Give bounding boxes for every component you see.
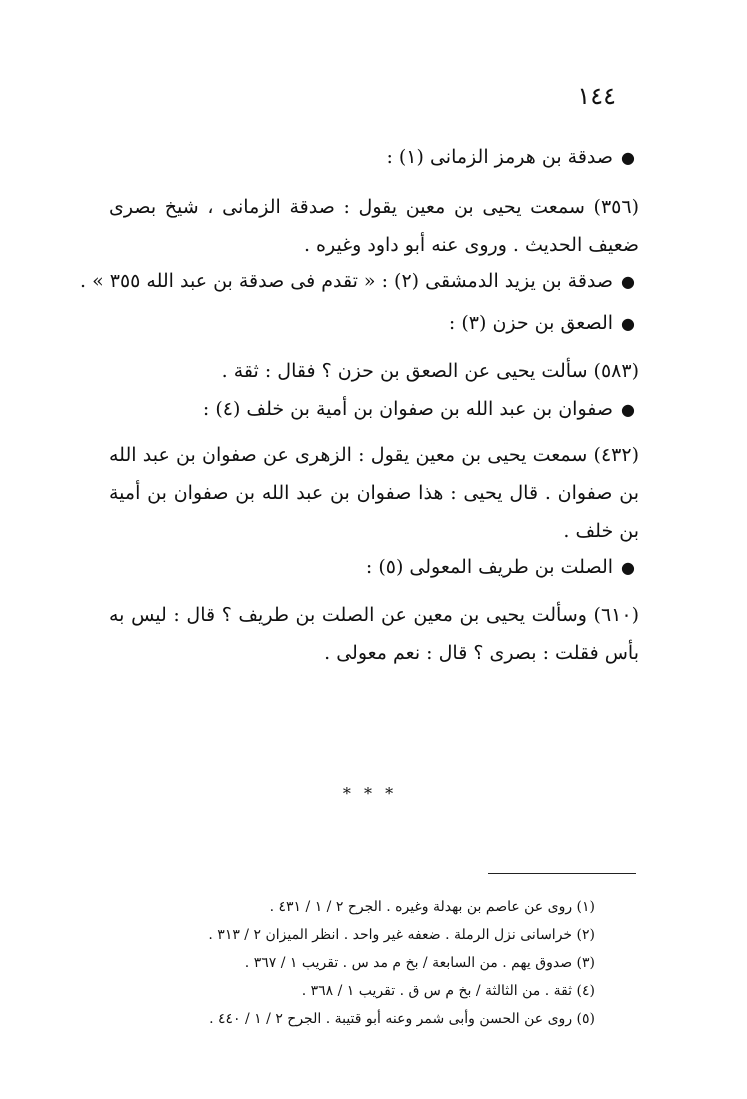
footnote-2: (٢) خراسانى نزل الرملة . ضعفه غير واحد . انظر الميزان ٢ / ٣١٣ . (208, 927, 595, 943)
bullet-icon: ● (621, 558, 635, 577)
narration-356: (٣٥٦) سمعت يحيى بن معين يقول : صدقة الزمانى ، شيخ بصرى ضعيف الحديث . وروى عنه أبو داود وغيره . (109, 196, 639, 256)
bullet-icon: ● (621, 148, 635, 167)
entry-heading-text: صفوان بن عبد الله بن صفوان بن أمية بن خلف (٤) : (202, 398, 614, 420)
entry-heading-text: صدقة بن يزيد الدمشقى (٢) : « تقدم فى صدقة بن عبد الله ٣٥٥ » . (80, 270, 614, 292)
entry-heading-text: الصلت بن طريف المعولى (٥) : (365, 556, 614, 578)
bullet-icon: ● (621, 400, 635, 419)
entry-heading-saq-hazn (449, 312, 635, 334)
entry-heading-text: صدقة بن هرمز الزمانى (١) : (386, 146, 614, 168)
narration-432: (٤٣٢) سمعت يحيى بن معين يقول : الزهرى عن صفوان بن عبد الله بن صفوان . قال يحيى : هذا صفوان بن عبد الله بن صفوان بن أمية بن خلف . (109, 444, 639, 542)
entry-heading-text: الصعق بن حزن (٣) : (448, 312, 614, 334)
entry-heading-sadaqa-dimashqi (80, 270, 635, 292)
entry-heading-safwan (203, 398, 635, 420)
narration-610: (٦١٠) وسألت يحيى بن معين عن الصلت بن طريف ؟ قال : ليس به بأس فقلت : بصرى ؟ قال : نعم معولى . (109, 604, 639, 664)
entry-heading-sadaqa-zamani (386, 146, 635, 168)
footnote-3: (٣) صدوق يهم . من السابعة / بخ م مد س . تقريب ١ / ٣٦٧ . (244, 955, 595, 971)
narration-583: (٥٨٣) سألت يحيى عن الصعق بن حزن ؟ فقال : ثقة . (221, 360, 639, 382)
page-number: ١٤٤ (577, 82, 616, 110)
section-separator: * * * (342, 784, 398, 803)
footnote-rule (488, 873, 636, 874)
entry-heading-salt (366, 556, 635, 578)
bullet-icon: ● (621, 272, 635, 291)
footnote-4: (٤) ثقة . من الثالثة / بخ م س ق . تقريب ١ / ٣٦٨ . (301, 983, 595, 999)
footnote-1: (١) روى عن عاصم بن بهدلة وغيره . الجرح ٢ / ١ / ٤٣١ . (269, 899, 595, 915)
bullet-icon: ● (621, 314, 635, 333)
footnote-5: (٥) روى عن الحسن وأبى شمر وعنه أبو قتيبة . الجرح ٢ / ١ / ٤٤٠ . (209, 1011, 595, 1027)
